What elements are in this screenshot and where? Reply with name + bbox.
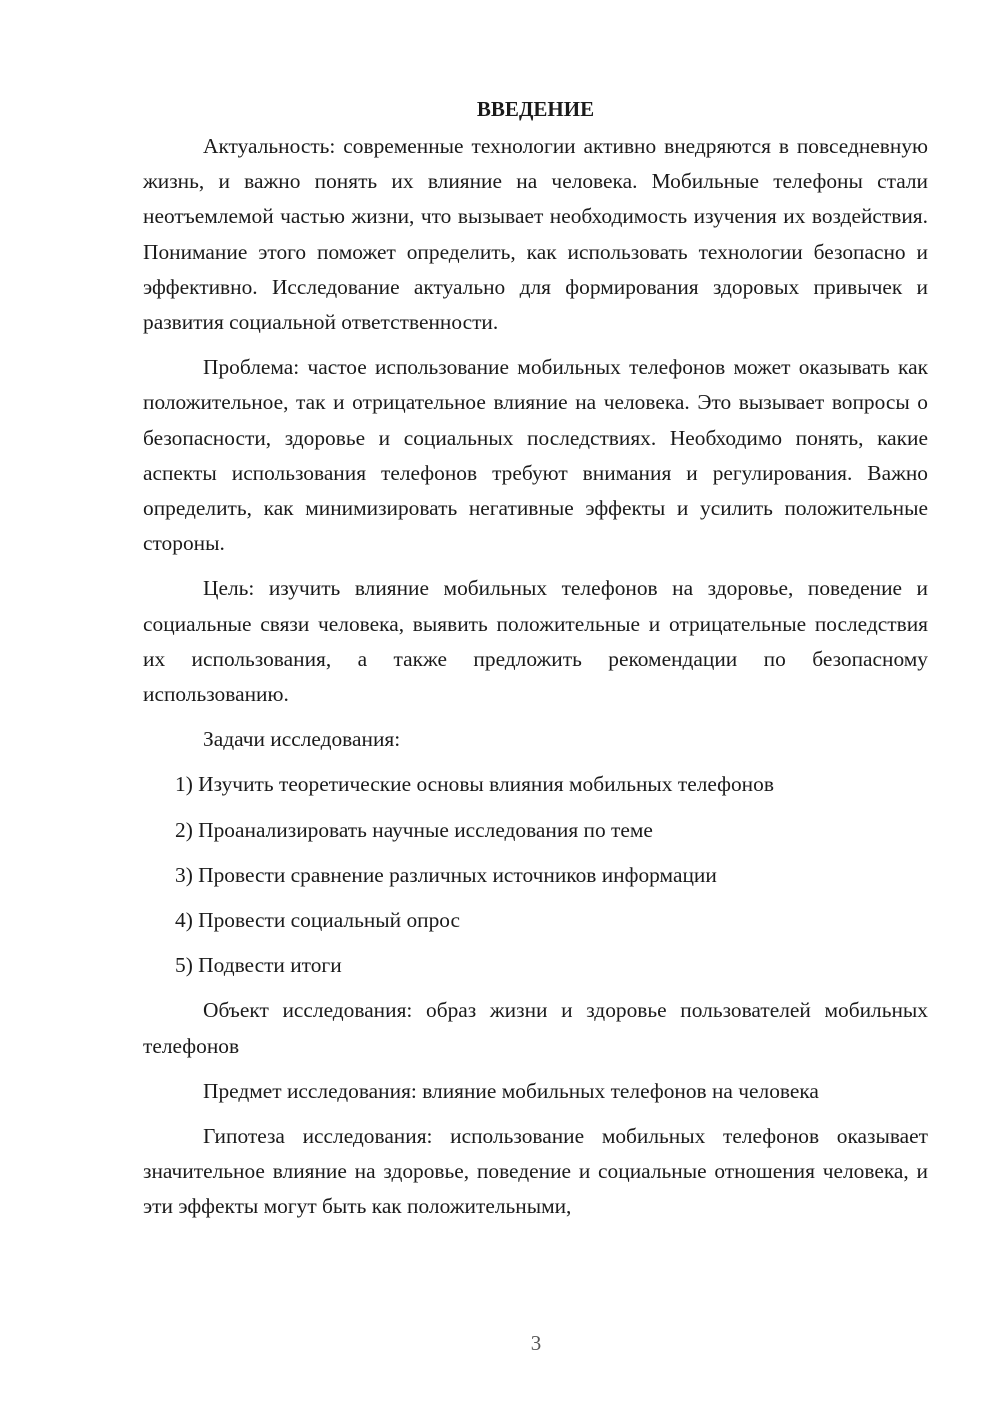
document-page — [143, 92, 928, 1235]
task-item: 1) Изучить теоретические основы влияния мобильных телефонов — [175, 772, 774, 797]
task-item: 4) Провести социальный опрос — [175, 908, 461, 933]
tasks-list — [143, 767, 928, 983]
goal-paragraph: Цель: изучить влияние мобильных телефонов на здоровье, поведение и социальные связи человека, выявить положительные и отрицательные последствия их использования, а также предложить рекомендации по безопасному использованию. — [143, 576, 928, 707]
subject-paragraph: Предмет исследования: влияние мобильных телефонов на человека — [203, 1078, 819, 1103]
task-item: 2) Проанализировать научные исследования по теме — [175, 817, 653, 842]
page-number: 3 — [530, 1331, 542, 1355]
relevance-paragraph: Актуальность: современные технологии активно внедряются в повседневную жизнь, и важно понять их влияние на человека. Мобильные телефоны стали неотъемлемой частью жизни, что вызывает необходимость изучения их воздействия. Понимание этого поможет определить, как использовать технологии безопасно и эффективно. Исследование актуально для формирования здоровых привычек и развития социальной ответственности. — [143, 134, 928, 335]
problem-paragraph: Проблема: частое использование мобильных телефонов может оказывать как положительное, так и отрицательное влияние на человека. Это вызывает вопросы о безопасности, здоровье и социальных последствиях. Необходимо понять, какие аспекты использования телефонов требуют внимания и регулирования. Важно определить, как минимизировать негативные эффекты и усилить положительные стороны. — [143, 355, 928, 556]
task-item: 5) Подвести итоги — [175, 953, 342, 978]
object-paragraph: Объект исследования: образ жизни и здоровье пользователей мобильных телефонов — [143, 998, 928, 1058]
document-title: ВВЕДЕНИЕ — [476, 97, 595, 121]
task-item: 3) Провести сравнение различных источников информации — [175, 862, 717, 887]
tasks-heading: Задачи исследования: — [203, 727, 401, 752]
hypothesis-paragraph: Гипотеза исследования: использование мобильных телефонов оказывает значительное влияние на здоровье, поведение и социальные отношения человека, и эти эффекты могут быть как положительными, — [143, 1124, 928, 1219]
